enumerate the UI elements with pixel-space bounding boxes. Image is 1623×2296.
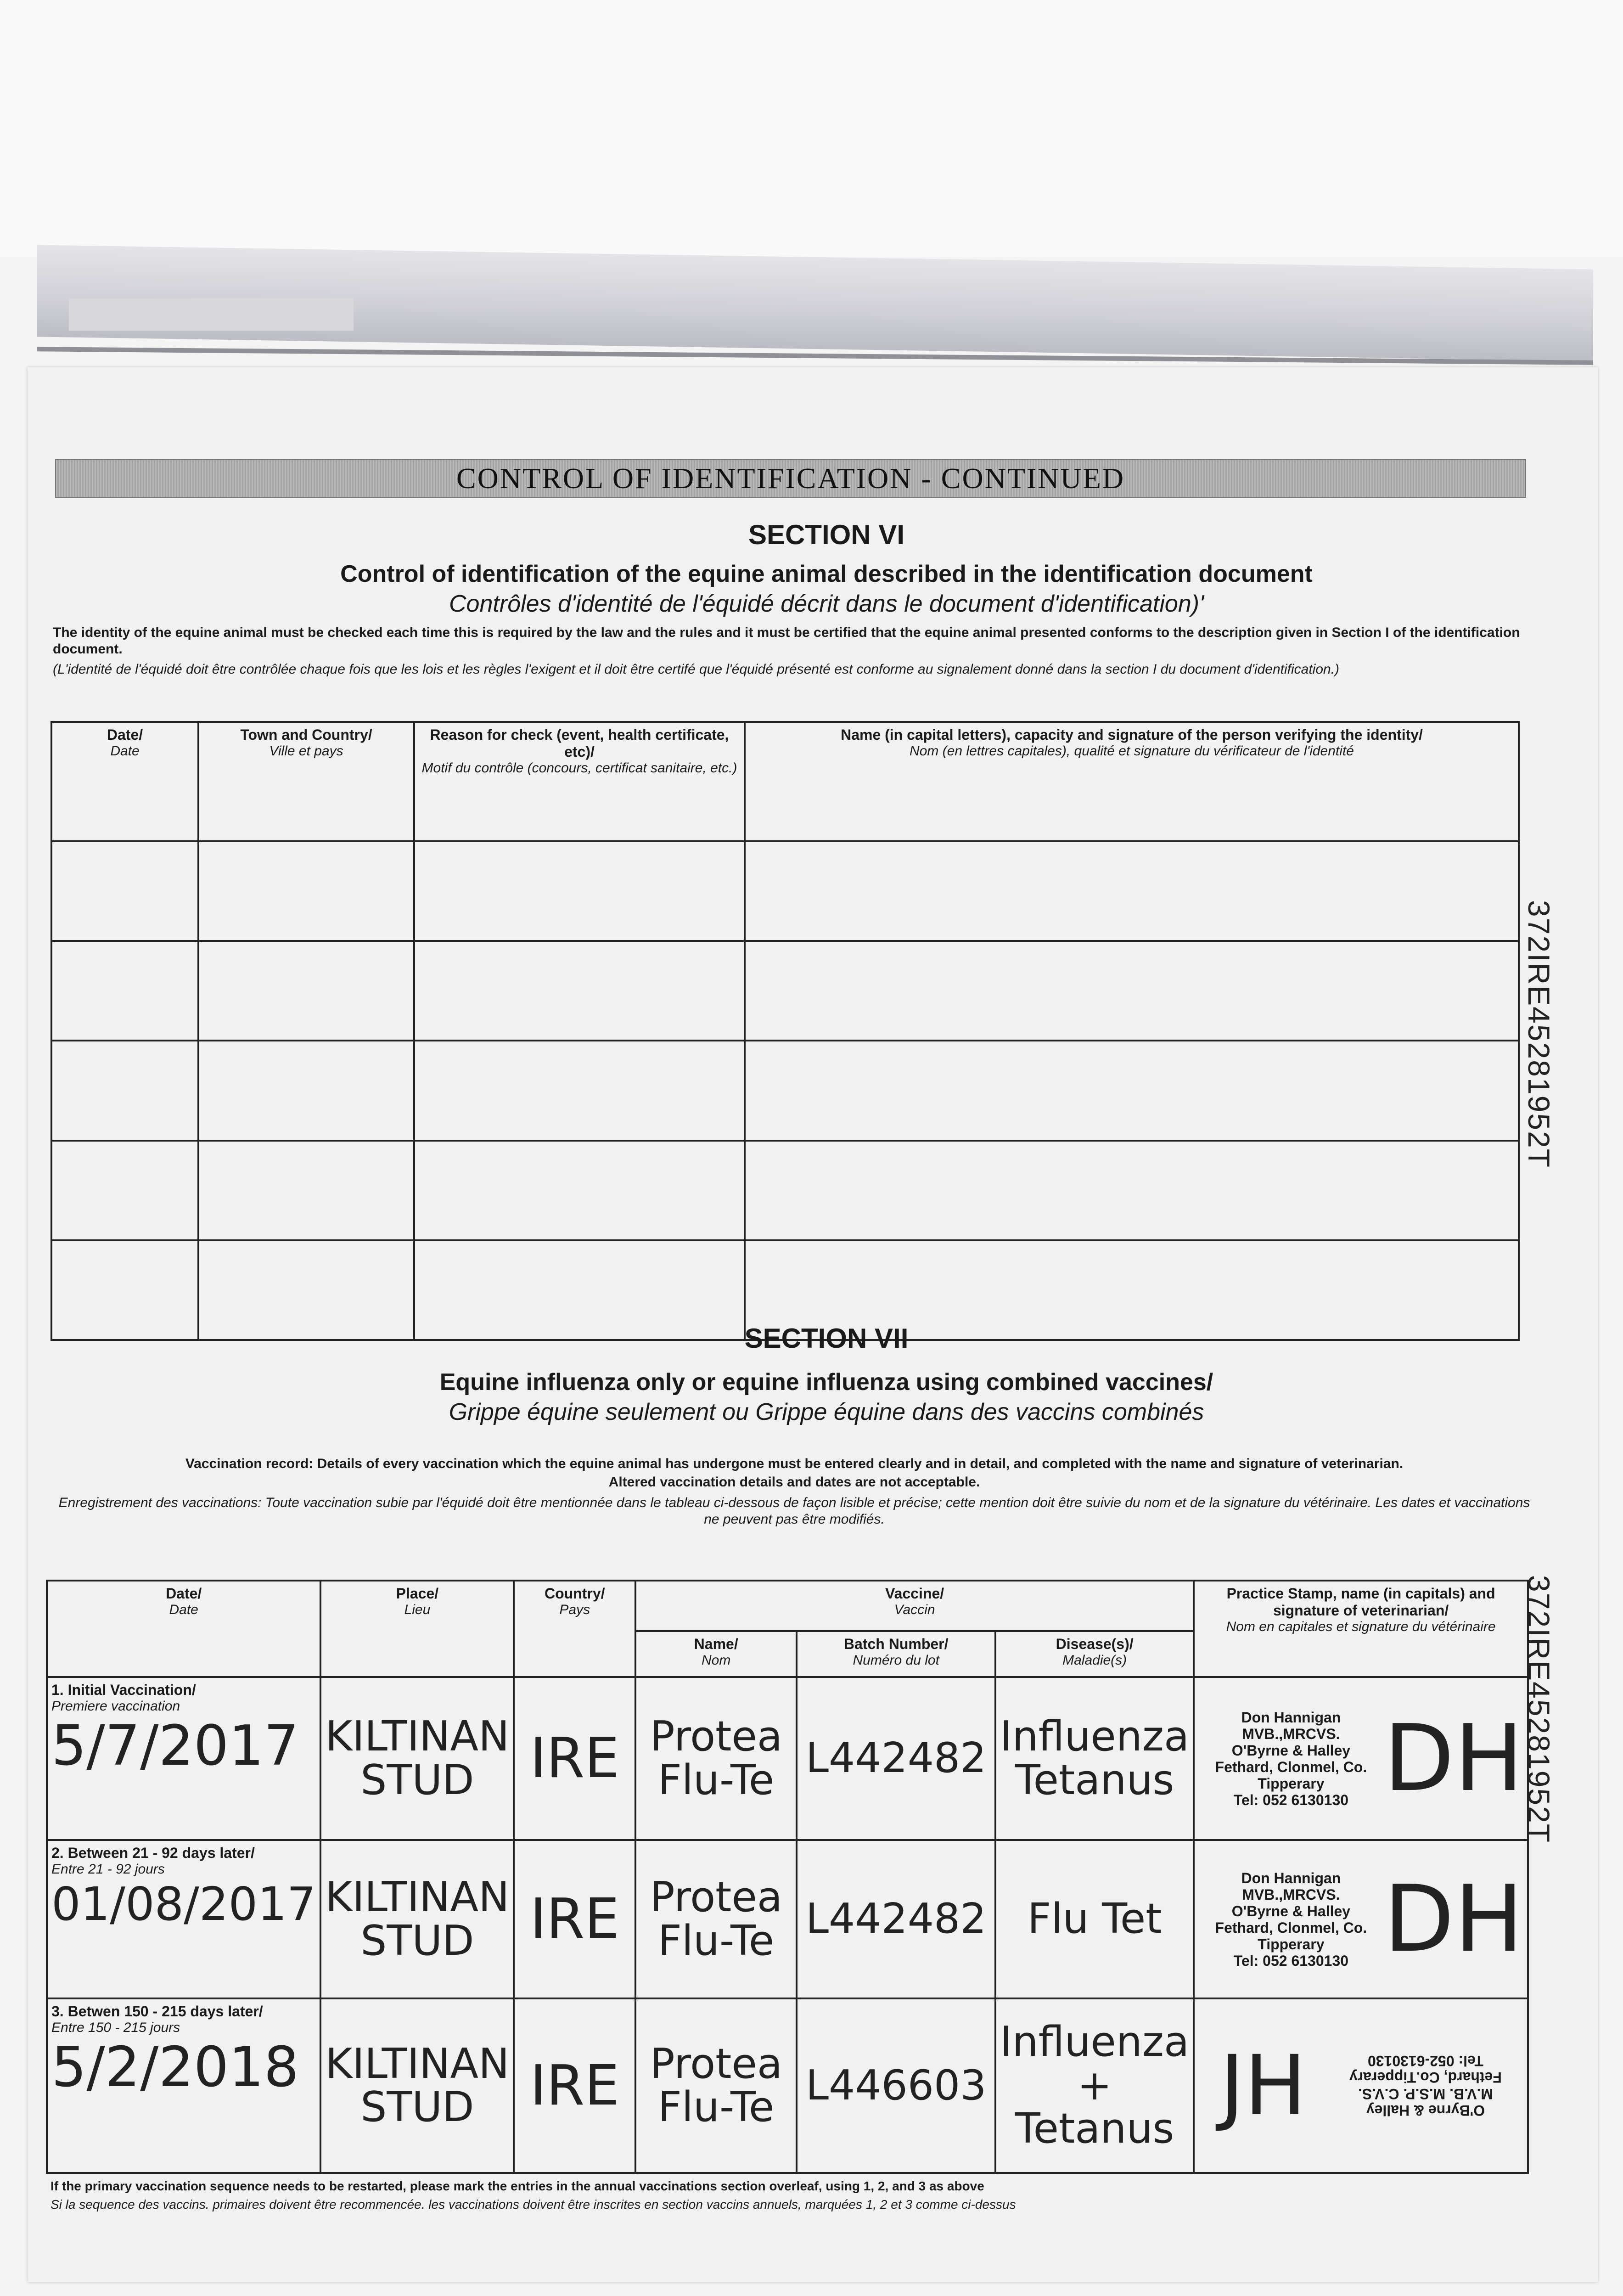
section-vii-intro: Vaccination record: Details of every vaccination which the equine animal has undergone must be entered clearly and in detail, and completed with the name and signature of veterinarian. [185,1456,1404,1471]
identity-check-table [51,721,1520,1341]
col-diseases: Disease(s)/ [1056,1636,1134,1652]
table-row [47,1998,1528,2173]
col-town-country: Town and Country/ [240,726,372,743]
row-label-fr: Entre 150 - 215 jours [51,2020,180,2035]
table-row [51,941,1519,1041]
col-diseases-fr: Maladie(s) [1062,1653,1127,1668]
col-country: Country/ [544,1585,605,1602]
section-vii-intro-fr: Enregistrement des vaccinations: Toute vaccination subie par l'équidé doit être mentionnée dans le tableau ci-dessous de façon lisible et précise; cette mention doit être suivie du nom et de la signature du vétérinaire. Les dates et vaccinations ne peuvent pas être modifiés. [58,1495,1530,1527]
vaccination-country: IRE [530,2054,620,2118]
row-label-fr: Entre 21 - 92 jours [51,1862,165,1877]
vaccine-name: Protea Flu-Te [650,1712,782,1804]
row-label: 1. Initial Vaccination/ [51,1682,196,1698]
table-row [47,1677,1528,1840]
disease: Influenza + Tetanus [1000,2018,1190,2153]
scan-top-margin [0,0,1623,257]
col-town-country-fr: Ville et pays [269,743,343,759]
batch-number: L446603 [805,2061,987,2110]
section-vi-intro: The identity of the equine animal must be checked each time this is required by the law and the rules and it must be certified that the equine animal presented conforms to the description given in Section I of the identification document. [53,625,1520,657]
passport-code-lower: 372IRE45281952T [1522,1575,1556,1844]
table-row [47,1840,1528,1998]
section-vi-subtitle: Control of identification of the equine animal described in the identification document [340,561,1313,587]
footer-note-fr: Si la sequence des vaccins. primaires doivent être recommencée. les vaccinations doivent être inscrites en section vaccins annuels, marquées 1, 2 et 3 comme ci-dessus [51,2197,1016,2212]
table-row [51,1141,1519,1240]
col-verifier-name: Name (in capital letters), capacity and signature of the person verifying the identity/ [841,726,1423,743]
col-date: Date/ [107,726,143,743]
batch-number: L442482 [805,1895,987,1943]
col-reason: Reason for check (event, health certificate, etc)/ [430,726,729,760]
vaccination-place: KILTINAN STUD [325,1873,510,1965]
vaccination-place: KILTINAN STUD [325,2039,510,2131]
vaccine-name: Protea Flu-Te [650,2039,782,2131]
col-vaccine-name-fr: Nom [702,1653,731,1668]
section-vi-intro-fr: (L'identité de l'équidé doit être contrôlée chaque fois que les lois et les règles l'exigent et il doit être certifé que l'équidé présenté est conforme au signalement donné dans la section I du document d'identification.) [53,662,1340,677]
vaccination-country: IRE [530,1887,620,1951]
vet-signature: JH [1220,2037,1307,2134]
vaccination-date: 5/7/2017 [51,1714,299,1778]
vaccination-table [46,1580,1529,2174]
col-date-fr: Date [169,1602,198,1617]
section-vii-intro-warning: Altered vaccination details and dates are not acceptable. [608,1474,980,1490]
vaccine-name: Protea Flu-Te [650,1873,782,1965]
section-vi-title: SECTION VI [748,519,905,550]
row-label: 2. Between 21 - 92 days later/ [51,1845,255,1861]
section-band-title: CONTROL OF IDENTIFICATION - CONTINUED [55,459,1526,498]
section-vii-title: SECTION VII [744,1323,909,1354]
col-batch-number-fr: Numéro du lot [853,1653,939,1668]
vet-signature: DH [1383,1705,1523,1812]
disease: Influenza Tetanus [1000,1712,1190,1804]
footer-note: If the primary vaccination sequence needs to be restarted, please mark the entries in the annual vaccinations section overleaf, using 1, 2, and 3 as above [51,2179,984,2193]
vaccination-date: 01/08/2017 [51,1877,316,1931]
section-vi-subtitle-fr: Contrôles d'identité de l'équidé décrit dans le document d'identification)' [449,591,1204,617]
section-vii-subtitle-fr: Grippe équine seulement ou Grippe équine dans des vaccins combinés [449,1399,1204,1425]
vaccination-country: IRE [530,1727,620,1790]
col-place-fr: Lieu [404,1602,431,1617]
col-country-fr: Pays [559,1602,590,1617]
col-vaccine: Vaccine/ [885,1585,944,1602]
col-practice-stamp-fr: Nom en capitales et signature du vétérinaire [1226,1619,1496,1634]
practice-stamp-upside-down: O'Byrne & Halley M.V.B. M.S.P. C.V.S. Fethard, Co.Tipperary Tel: 052-6130130 [1349,2053,1502,2119]
redacted-strip [69,298,354,331]
section-vii-subtitle: Equine influenza only or equine influenza using combined vaccines/ [439,1369,1213,1396]
vaccination-date: 5/2/2018 [51,2036,299,2099]
row-label: 3. Betwen 150 - 215 days later/ [51,2003,263,2020]
disease: Flu Tet [1027,1895,1162,1943]
table-row [51,841,1519,941]
vet-signature: DH [1383,1866,1523,1973]
table-row [51,1041,1519,1140]
col-practice-stamp: Practice Stamp, name (in capitals) and signature of veterinarian/ [1226,1585,1495,1619]
col-date-fr: Date [110,743,140,759]
col-date: Date/ [166,1585,202,1602]
batch-number: L442482 [805,1734,987,1783]
practice-stamp: Don Hannigan MVB.,MRCVS. O'Byrne & Halley Fethard, Clonmel, Co. Tipperary Tel: 052 6130130 [1215,1709,1367,1808]
col-verifier-name-fr: Nom (en lettres capitales), qualité et signature du vérificateur de l'identité [910,743,1354,759]
col-vaccine-name: Name/ [694,1636,738,1652]
col-batch-number: Batch Number/ [843,1636,949,1652]
col-reason-fr: Motif du contrôle (concours, certificat sanitaire, etc.) [421,760,737,776]
col-place: Place/ [396,1585,439,1602]
passport-code-upper: 372IRE45281952T [1522,900,1556,1169]
practice-stamp: Don Hannigan MVB.,MRCVS. O'Byrne & Halley Fethard, Clonmel, Co. Tipperary Tel: 052 6130130 [1215,1869,1367,1969]
row-label-fr: Premiere vaccination [51,1699,180,1714]
vaccination-place: KILTINAN STUD [325,1712,510,1804]
col-vaccine-fr: Vaccin [894,1602,935,1617]
